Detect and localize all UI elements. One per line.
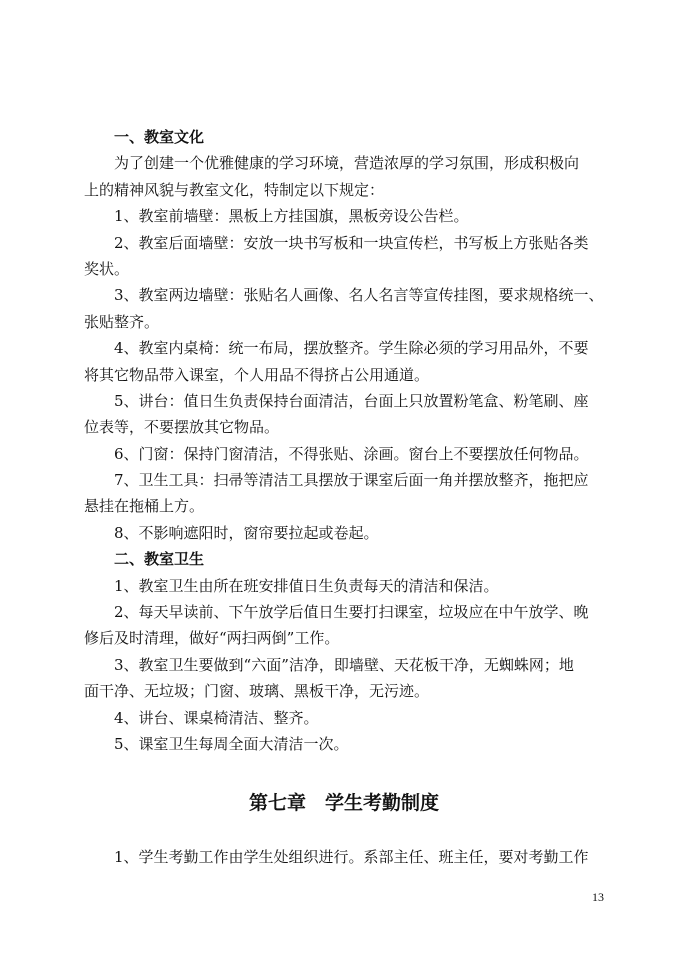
paragraph-line: 1、教室前墙壁：黑板上方挂国旗，黑板旁设公告栏。 — [114, 207, 469, 226]
paragraph-line: 2、每天早读前、下午放学后值日生要打扫课室，垃圾应在中午放学、晚 — [114, 603, 589, 622]
paragraph-line: 上的精神风貌与教室文化，特制定以下规定： — [84, 180, 385, 199]
chapter-title: 第七章 学生考勤制度 — [248, 792, 439, 814]
paragraph-line: 2、教室后面墙壁：安放一块书写板和一块宣传栏，书写板上方张贴各类 — [114, 233, 589, 252]
section-heading-classroom-hygiene: 二、教室卫生 — [114, 550, 205, 569]
page-number: 13 — [592, 890, 604, 904]
paragraph-line: 8、不影响遮阳时，窗帘要拉起或卷起。 — [114, 523, 379, 542]
paragraph-line: 3、教室两边墙壁：张贴名人画像、名人名言等宣传挂图，要求规格统一、 — [114, 286, 604, 305]
paragraph-line: 6、门窗：保持门窗清洁，不得张贴、涂画。窗台上不要摆放任何物品。 — [114, 444, 589, 463]
paragraph-line: 张贴整齐。 — [84, 312, 160, 331]
paragraph-line: 1、教室卫生由所在班安排值日生负责每天的清洁和保洁。 — [114, 576, 499, 595]
paragraph-line: 5、讲台：值日生负责保持台面清洁，台面上只放置粉笔盒、粉笔刷、座 — [114, 391, 589, 410]
paragraph-line: 奖状。 — [84, 259, 130, 278]
paragraph-line: 修后及时清理，做好“两扫两倒”工作。 — [84, 629, 340, 648]
paragraph-line: 3、教室卫生要做到“六面”洁净，即墙壁、天花板干净，无蜘蛛网；地 — [114, 655, 574, 674]
paragraph-line: 面干净、无垃圾；门窗、玻璃、黑板干净，无污迹。 — [84, 682, 430, 701]
section-heading-classroom-culture: 一、教室文化 — [114, 128, 205, 146]
paragraph-line: 4、讲台、课桌椅清洁、整齐。 — [114, 708, 319, 727]
paragraph-line: 悬挂在拖桶上方。 — [84, 497, 205, 516]
chapter-paragraph-line: 1、学生考勤工作由学生处组织进行。系部主任、班主任，要对考勤工作 — [114, 848, 589, 866]
paragraph-line: 将其它物品带入课室，个人用品不得挤占公用通道。 — [84, 365, 430, 384]
paragraph-line: 5、课室卫生每周全面大清洁一次。 — [114, 734, 349, 753]
paragraph-line: 位表等，不要摆放其它物品。 — [84, 418, 280, 437]
page-content — [84, 124, 609, 757]
paragraph-line: 为了创建一个优雅健康的学习环境，营造浓厚的学习氛围，形成积极向 — [114, 154, 580, 173]
paragraph-line: 4、教室内桌椅：统一布局，摆放整齐。学生除必须的学习用品外，不要 — [114, 339, 589, 358]
paragraph-line: 7、卫生工具：扫帚等清洁工具摆放于课室后面一角并摆放整齐，拖把应 — [114, 471, 589, 490]
